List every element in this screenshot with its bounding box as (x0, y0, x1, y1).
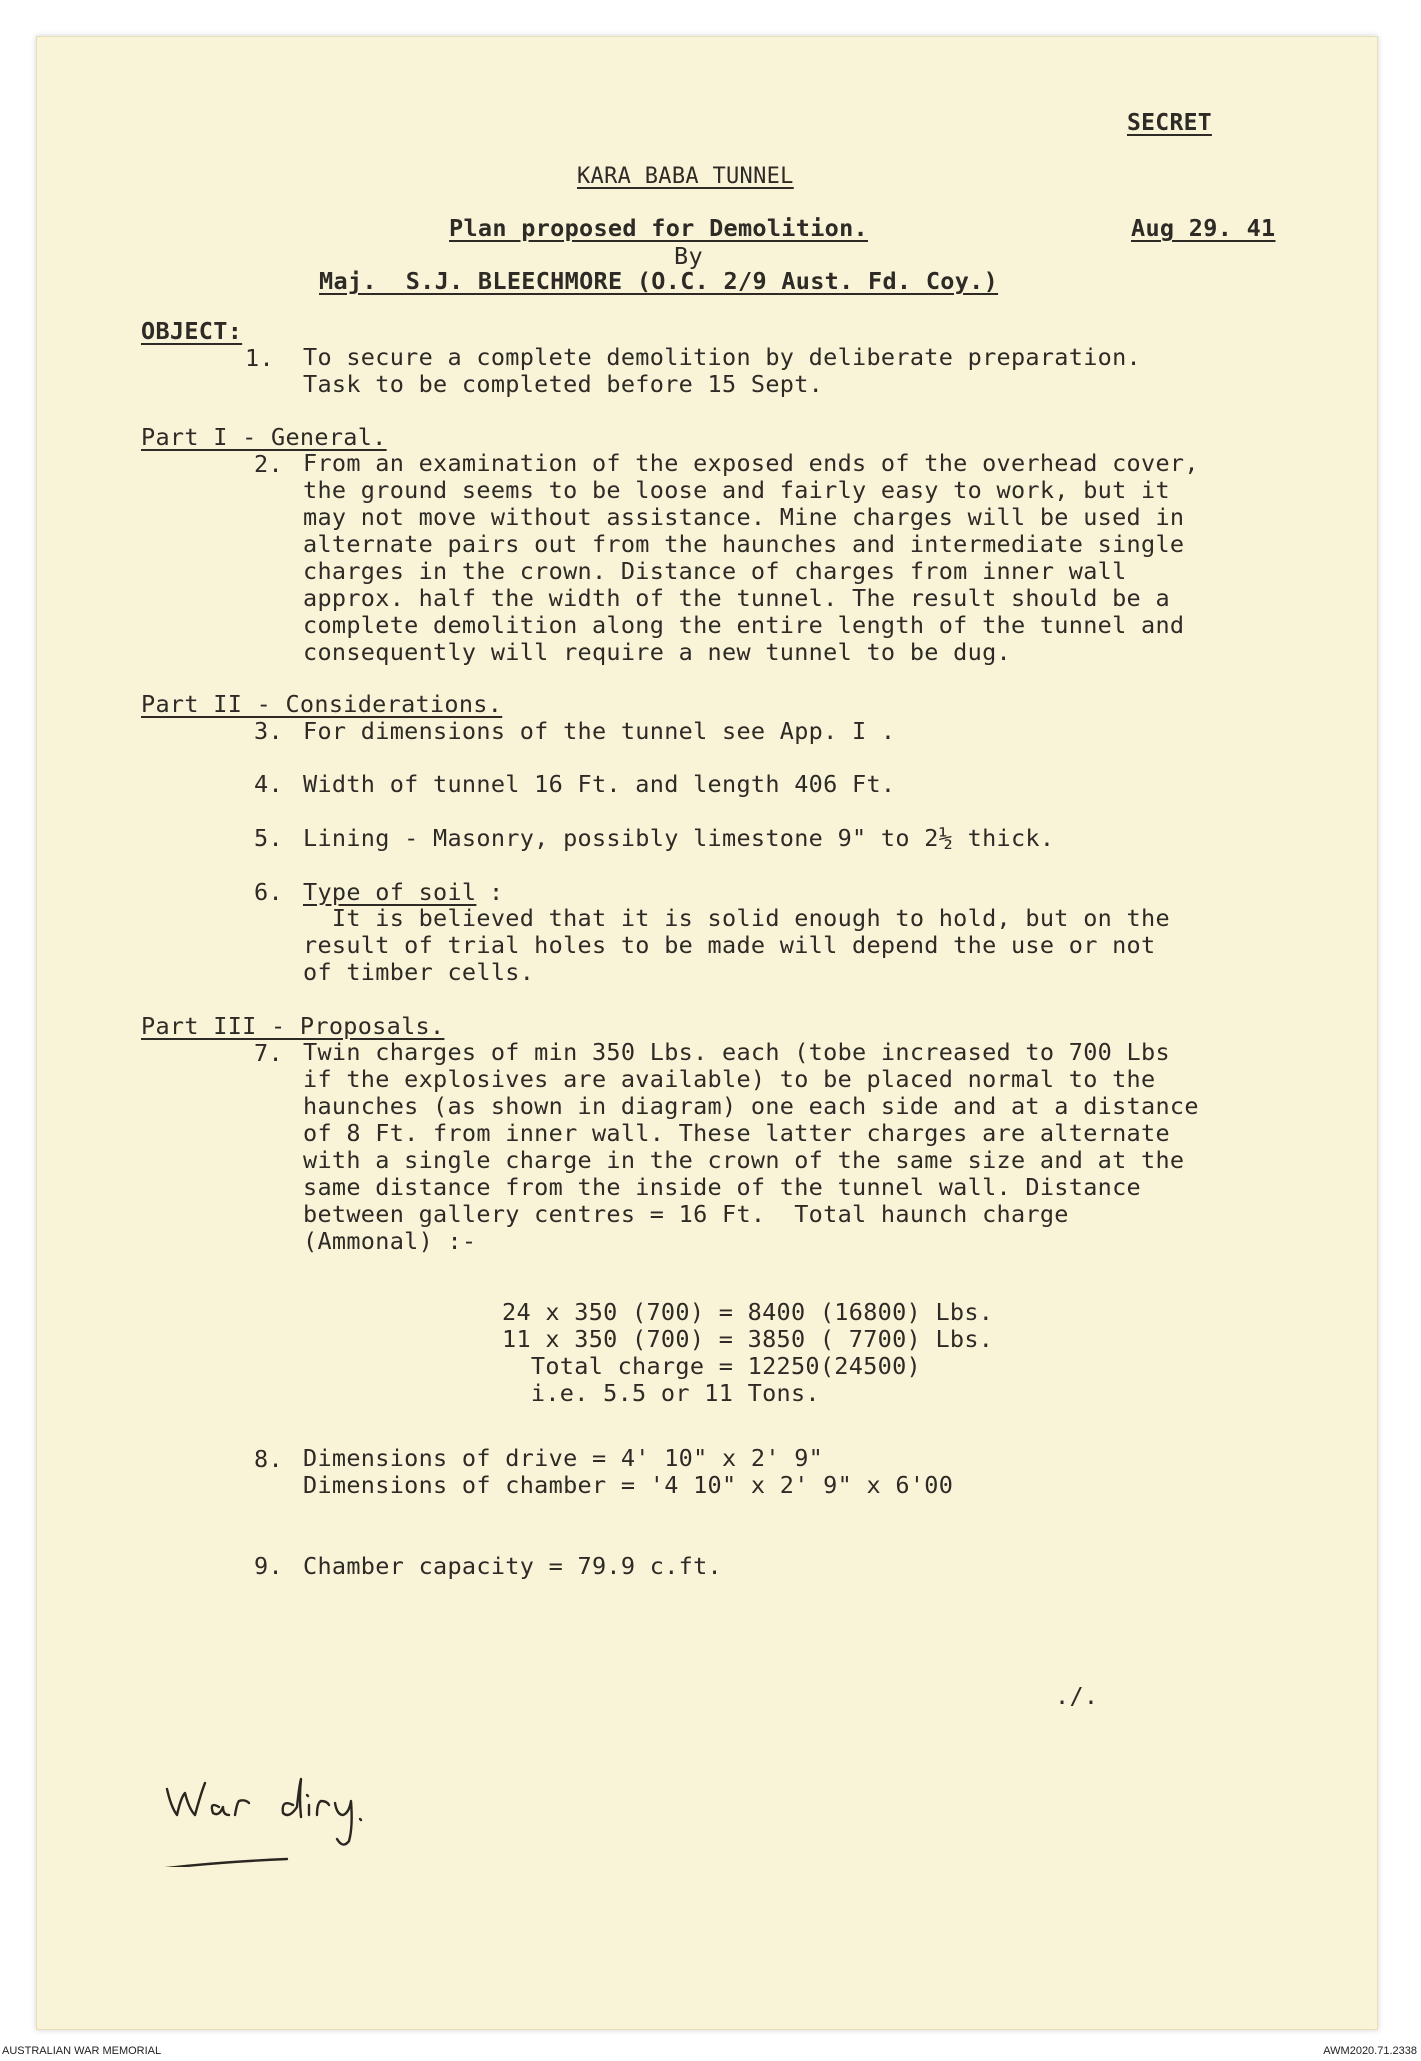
handwritten-note (157, 1757, 417, 1867)
text-line: the ground seems to be loose and fairly easy to work, but it (303, 476, 1170, 504)
document-page (36, 36, 1378, 2030)
text-line: Task to be completed before 15 Sept. (303, 370, 824, 398)
handwritten-note-text: War diary. (157, 1757, 164, 1758)
paragraph-text: For dimensions of the tunnel see App. I . (303, 717, 896, 745)
text-line: alternate pairs out from the haunches and intermediate single (303, 530, 1185, 558)
paragraph-number: 2. (254, 450, 283, 478)
paragraph-text: Lining - Masonry, possibly limestone 9" to 2½ thick. (303, 824, 1055, 852)
text-line: may not move without assistance. Mine charges will be used in (303, 503, 1185, 531)
text-line: approx. half the width of the tunnel. The result should be a (303, 584, 1170, 612)
text-line: Dimensions of drive = 4' 10" x 2' 9" (303, 1444, 824, 1472)
text-line: between gallery centres = 16 Ft. Total haunch charge (303, 1200, 1069, 1228)
text-line: Twin charges of min 350 Lbs. each (tobe increased to 700 Lbs (303, 1038, 1170, 1066)
document-date: Aug 29. 41 (1131, 214, 1276, 242)
document-title: KARA BABA TUNNEL (577, 164, 794, 189)
text-line: same distance from the inside of the tunnel wall. Distance (303, 1173, 1141, 1201)
soil-colon: : (489, 878, 504, 906)
paragraph-number: 6. (254, 878, 283, 906)
calc-line: 24 x 350 (700) = 8400 (16800) Lbs. (502, 1298, 994, 1326)
text-line: To secure a complete demolition by deliberate preparation. (303, 343, 1141, 371)
text-line: charges in the crown. Distance of charges from inner wall (303, 557, 1127, 585)
part3-heading: Part III - Proposals. (141, 1012, 445, 1040)
paragraph-number: 3. (254, 717, 283, 745)
text-line: result of trial holes to be made will depend the use or not (303, 931, 1156, 959)
paragraph-number: 9. (254, 1552, 283, 1580)
calc-line: i.e. 5.5 or 11 Tons. (502, 1379, 820, 1407)
paragraph-number: 8. (254, 1445, 283, 1473)
charge-calculation (502, 1299, 993, 1407)
paragraph-text: Chamber capacity = 79.9 c.ft. (303, 1552, 722, 1580)
part3-text (303, 1039, 1199, 1255)
object-heading: OBJECT: (141, 317, 243, 345)
text-line: From an examination of the exposed ends of the overhead cover, (303, 449, 1199, 477)
calc-line: Total charge = 12250(24500) (502, 1352, 921, 1380)
continuation-mark: ./. (1055, 1682, 1099, 1710)
soil-text (303, 905, 1170, 986)
paragraph-number: 4. (254, 770, 283, 798)
text-line: It is believed that it is solid enough to hold, but on the (303, 904, 1170, 932)
text-line: Dimensions of chamber = '4 10" x 2' 9" x 6'00 (303, 1471, 954, 1499)
footer-right: AWM2020.71.2338 (1323, 2045, 1417, 2057)
part1-heading: Part I - General. (141, 423, 387, 451)
text-line: with a single charge in the crown of the same size and at the (303, 1146, 1185, 1174)
soil-label: Type of soil (303, 878, 477, 906)
text-line: complete demolition along the entire length of the tunnel and (303, 611, 1185, 639)
text-line: (Ammonal) :- (303, 1227, 477, 1255)
classification-stamp: SECRET (1127, 110, 1212, 136)
text-line: consequently will require a new tunnel to be dug. (303, 638, 1011, 666)
part2-heading: Part II - Considerations. (141, 690, 503, 718)
paragraph-number: 1. (245, 344, 274, 372)
text-line: haunches (as shown in diagram) one each side and at a distance (303, 1092, 1199, 1120)
paragraph-number: 7. (254, 1039, 283, 1067)
text-line: of 8 Ft. from inner wall. These latter charges are alternate (303, 1119, 1170, 1147)
author-line: Maj. S.J. BLEECHMORE (O.C. 2/9 Aust. Fd. Coy.) (319, 267, 999, 295)
text-line: of timber cells. (303, 958, 535, 986)
object-text (303, 344, 1141, 398)
part1-text (303, 450, 1199, 666)
paragraph-number: 5. (254, 824, 283, 852)
calc-line: 11 x 350 (700) = 3850 ( 7700) Lbs. (502, 1325, 994, 1353)
footer-left: AUSTRALIAN WAR MEMORIAL (2, 2045, 162, 2057)
text-line: if the explosives are available) to be placed normal to the (303, 1065, 1156, 1093)
paragraph-text: Width of tunnel 16 Ft. and length 406 Ft. (303, 770, 896, 798)
by-line: By (674, 242, 703, 270)
drive-text (303, 1445, 953, 1499)
document-subtitle: Plan proposed for Demolition. (449, 214, 868, 242)
